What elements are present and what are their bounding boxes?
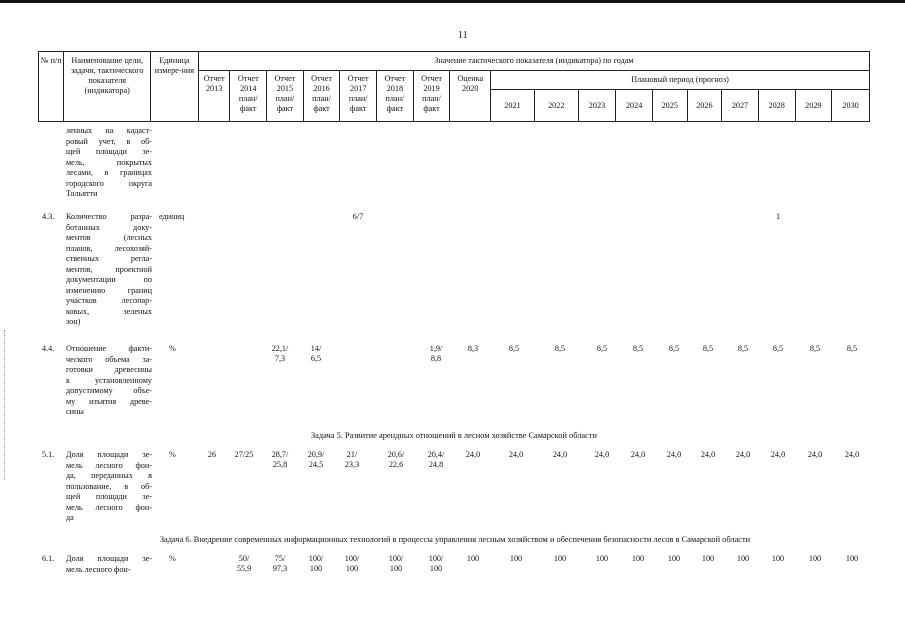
row-4-4-2026: 8,5 [702,344,714,353]
row-5-1-2018 [378,450,414,471]
row-6-1-2017 [334,554,370,575]
header-num: № п/п [39,52,64,122]
row-4-4-2024: 8,5 [632,344,644,353]
text-line: мель лесного фон- [66,460,152,470]
text-line: ленных на кадаст- [66,126,152,135]
value-plan: 21/ [346,450,358,459]
value-fact: 24,8 [428,460,444,470]
row-6-1-2014 [226,554,262,575]
row-5-1-2021: 24,0 [508,450,524,459]
row-5-1-2019 [418,450,454,471]
row-4-4-2016 [298,344,334,365]
header-plan-year: 2025 [652,90,687,122]
row-5-1-2030: 24,0 [844,450,860,459]
value-plan: 20,9/ [307,450,325,459]
value-plan: 1,9/ [429,344,443,353]
text-line: Доля площади зе- [66,554,152,563]
text-line: зон) [66,317,81,326]
row-6-1-2021: 100 [509,554,523,563]
header-plan-year: 2029 [795,90,832,122]
row-5-1-2013: 26 [207,450,217,459]
text-line: готовки древесины [66,365,152,374]
value-fact: 97,3 [272,564,288,574]
row-4-4-2025: 8,5 [668,344,680,353]
row-5-1-2020: 24,0 [465,450,481,459]
value-plan: 100/ [428,554,444,563]
row-5-1-text [66,450,152,524]
row-4-3-num: 4.3. [42,212,55,221]
text-line: да [66,513,74,522]
row-6-1-unit: % [169,554,176,563]
text-line: мель лесного фон- [66,564,131,574]
task-6-heading: Задача 6. Внедрение современных информационных технологий в процессы управления лесным хозяйством и обеспечения безопасности лесов в Самарской области [159,535,751,544]
text-line: ментов (лесных [66,233,152,242]
row-5-1-2028: 24,0 [770,450,786,459]
value-fact: 6,5 [310,354,322,364]
row-6-1-text [66,554,152,575]
text-line: му изъятия древе- [66,396,152,406]
row-4-4-2027: 8,5 [737,344,749,353]
text-line: мель лесного фон- [66,502,152,512]
text-line: к установленному [66,375,152,385]
row-5-1-2015 [262,450,298,471]
value-fact: 23,3 [344,460,360,470]
row-4-4-unit: % [169,344,176,353]
row-6-1-2024: 100 [631,554,645,563]
header-plan-title: Плановый период (прогноз) [491,71,870,90]
value-fact: 100 [345,564,359,574]
row-6-1-2020: 100 [466,554,480,563]
text-line: мель, покрытых [66,157,152,167]
row-5-1-2016 [298,450,334,471]
header-2015: Отчет 2015 план/ факт [267,71,304,122]
row-4-4-text [66,344,152,418]
task-5-heading: Задача 5. Развитие арендных отношений в лесном хозяйстве Самарской области [310,431,598,440]
row-5-1-2024: 24,0 [630,450,646,459]
header-2020: Оценка 2020 [450,71,491,122]
header-2016: Отчет 2016 план/ факт [303,71,340,122]
row-6-1-2030: 100 [845,554,859,563]
value-plan: 75/ [274,554,286,563]
header-plan-year: 2021 [491,90,535,122]
text-line: сины [66,407,84,416]
text-line: ковых, зеленых [66,306,152,316]
text-line: щей площади зе- [66,492,152,501]
text-line: изменению границ [66,285,152,295]
row-6-1-2025: 100 [667,554,681,563]
row-5-1-2026: 24,0 [700,450,716,459]
text-line: щей площади зе- [66,147,152,156]
text-line: городского округа [66,178,152,188]
continued-indicator-text [66,126,152,200]
text-line: планов, лесохозяй- [66,243,152,253]
header-name: Наименование цели, задачи, тактического показателя (индикатора) [64,52,151,122]
row-5-1-num: 5.1. [42,450,55,459]
text-line: ботанных доку- [66,222,152,232]
row-5-1-2014: 27/25 [234,450,254,459]
header-plan-year: 2024 [616,90,653,122]
header-plan-year: 2026 [687,90,722,122]
value-plan: 20,4/ [427,450,445,459]
row-4-4-2023: 8,5 [596,344,608,353]
value-plan: 20,6/ [387,450,405,459]
value-fact: 55,9 [236,564,252,574]
row-4-4-2019 [418,344,454,365]
value-plan: 14/ [310,344,322,353]
header-2019: Отчет 2019 план/ факт [413,71,450,122]
row-4-3-2028: 1 [775,212,781,221]
row-4-3-text [66,212,152,328]
row-4-4-num: 4.4. [42,344,55,353]
row-6-1-2029: 100 [808,554,822,563]
value-plan: 100/ [308,554,324,563]
row-5-1-2017 [334,450,370,471]
value-plan: 50/ [238,554,250,563]
value-fact: 100 [309,564,323,574]
header-2013: Отчет 2013 [198,71,230,122]
text-line: ровый учет, в об- [66,136,152,146]
text-line: участков лесопар- [66,296,152,305]
value-plan: 100/ [344,554,360,563]
text-line: Тольятти [66,189,98,198]
row-6-1-2027: 100 [736,554,750,563]
row-6-1-2016 [298,554,334,575]
header-group-title: Значение тактического показателя (индикатора) по годам [198,52,869,71]
top-border-line [0,0,905,3]
text-line: Количество разра- [66,212,152,221]
row-5-1-2027: 24,0 [735,450,751,459]
row-6-1-2028: 100 [771,554,785,563]
text-line: лесами, в границах [66,168,152,177]
value-fact: 7,3 [274,354,286,364]
value-fact: 22,6 [388,460,404,470]
text-line: ственных регла- [66,254,152,263]
row-5-1-2025: 24,0 [666,450,682,459]
header-unit: Единица измере-ния [151,52,199,122]
text-line: Отношение факти- [66,344,152,353]
row-6-1-2023: 100 [595,554,609,563]
header-2014: Отчет 2014 план/ факт [230,71,267,122]
row-4-3-unit: единиц [159,212,185,221]
header-plan-year: 2022 [534,90,578,122]
row-6-1-2019 [418,554,454,575]
text-line: пользование, в об- [66,481,152,491]
text-line: допустимому объе- [66,386,152,395]
value-fact: 100 [389,564,403,574]
row-5-1-2029: 24,0 [807,450,823,459]
row-6-1-2018 [378,554,414,575]
header-plan-year: 2023 [578,90,616,122]
row-4-4-2029: 8,5 [809,344,821,353]
row-4-4-2028: 8,5 [772,344,784,353]
header-2018: Отчет 2018 план/ факт [377,71,414,122]
row-5-1-2022: 24,0 [552,450,568,459]
row-6-1-num: 6.1. [42,554,55,563]
row-4-3-2017: 6/7 [352,212,364,221]
indicator-table-header [38,51,870,122]
text-line: ческого объема за- [66,354,152,364]
row-4-4-2015 [262,344,298,365]
header-plan-year: 2030 [832,90,870,122]
row-5-1-unit: % [169,450,176,459]
text-line: да, переданных в [66,471,152,480]
text-line: документации по [66,275,152,284]
row-4-4-2021: 8,5 [508,344,520,353]
value-fact: 25,8 [272,460,288,470]
row-4-4-2022: 8,5 [554,344,566,353]
row-6-1-2015 [262,554,298,575]
row-6-1-2026: 100 [701,554,715,563]
row-6-1-2022: 100 [553,554,567,563]
header-2017: Отчет 2017 план/ факт [340,71,377,122]
page-number: 11 [458,30,468,41]
row-4-4-2030: 8,5 [846,344,858,353]
value-fact: 24,5 [308,460,324,470]
row-5-1-2023: 24,0 [594,450,610,459]
value-plan: 28,7/ [271,450,289,459]
text-line: ментов, проектной [66,264,152,274]
value-plan: 22,1/ [271,344,289,353]
value-plan: 100/ [388,554,404,563]
header-plan-year: 2028 [758,90,795,122]
value-fact: 100 [429,564,443,574]
header-plan-year: 2027 [722,90,759,122]
value-fact: 8,8 [430,354,442,364]
row-4-4-2020: 8,3 [467,344,479,353]
text-line: Доля площади зе- [66,450,152,459]
margin-dots [4,330,6,480]
